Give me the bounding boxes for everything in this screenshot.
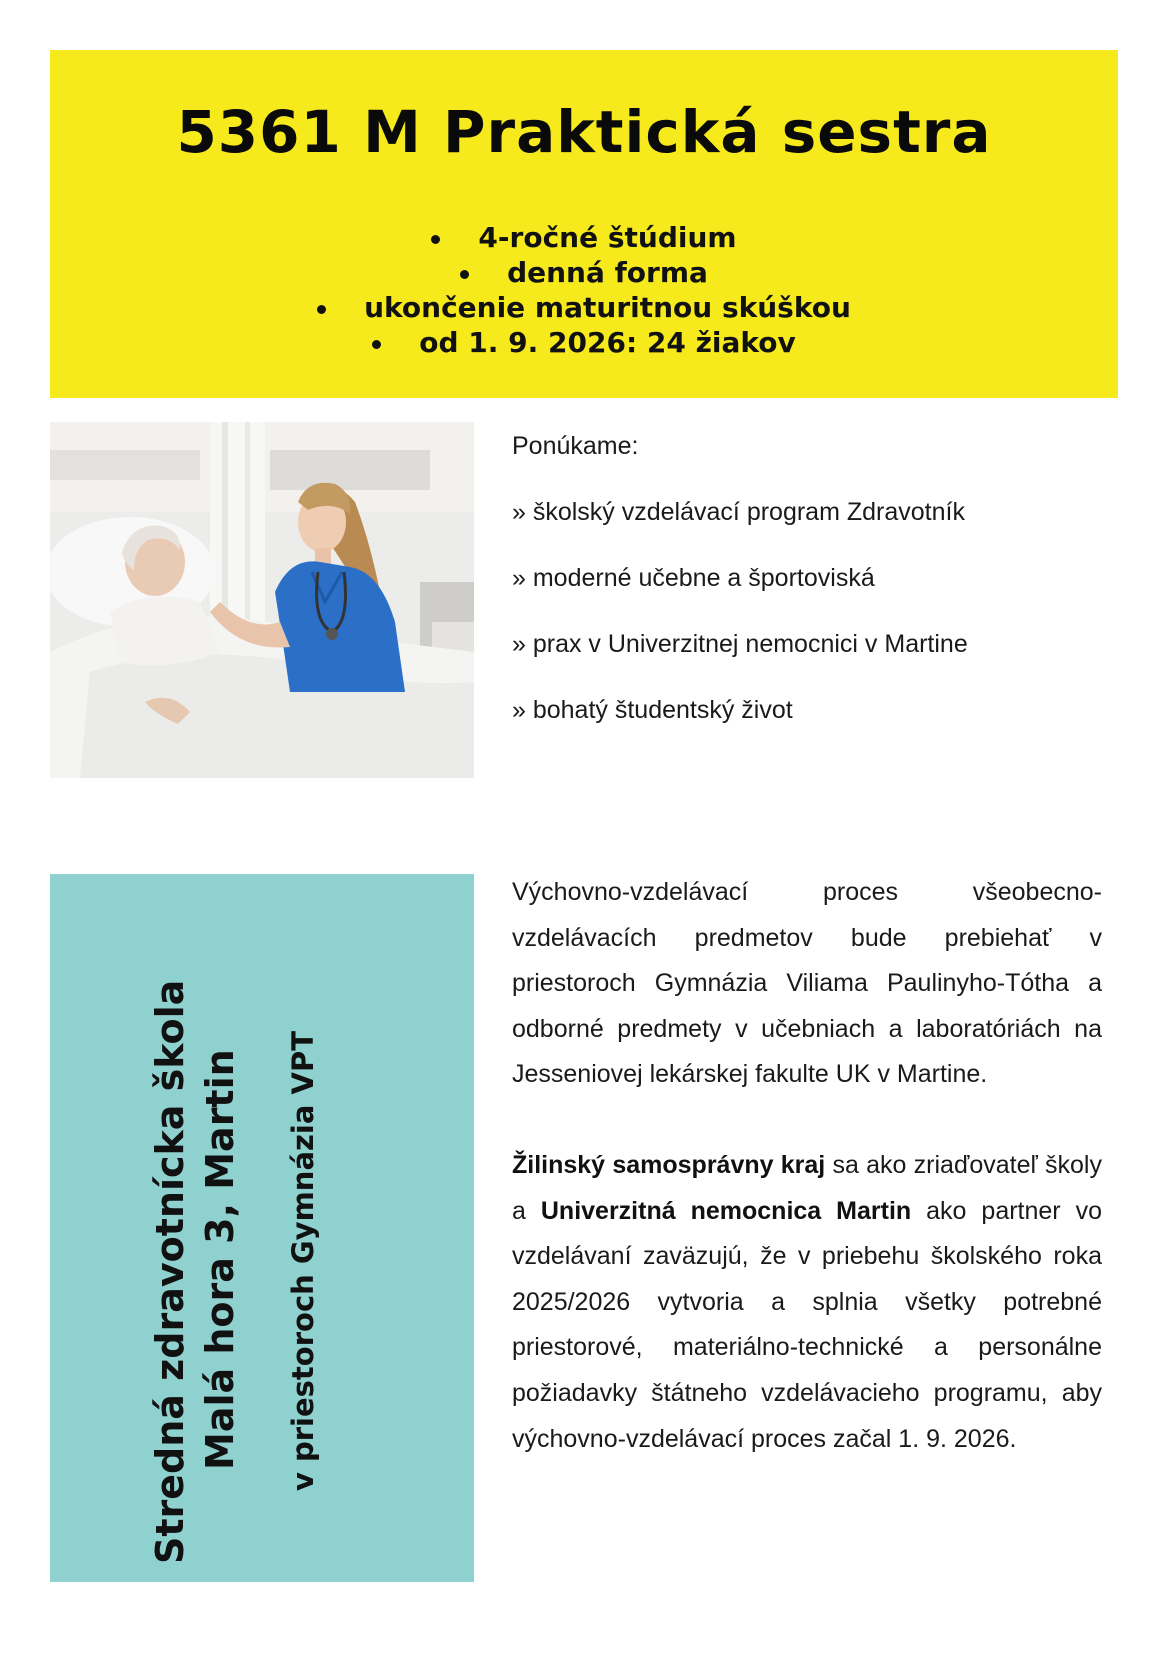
description-paragraph-1: Výchovno-vzdelávací proces všeobecno-vzdelávacích predmetov bude prebiehať v priestoroch Gymnázia Viliama Paulinyho-Tótha a odborné predmety v učebniach a laboratóriách na Jesseniovej lekárskej fakulte UK v Martine. [512,878,1102,1089]
offer-item: » školský vzdelávací program Zdravotník [512,498,965,526]
header-banner [50,50,1118,398]
offer-item: » moderné učebne a športoviská [512,564,875,592]
features-list [50,220,1118,360]
feature-item: 4-ročné štúdium [50,220,1118,255]
bullet-icon [317,305,326,314]
school-info-panel [50,874,474,1582]
offer-item: » bohatý študentský život [512,696,793,724]
partner-name: Univerzitná nemocnica Martin [540,1196,912,1225]
offer-section [512,424,1112,754]
photo-illustration [50,422,474,778]
school-name: Stredná zdravotnícka škola [148,979,192,1564]
school-address: Malá hora 3, Martin [198,1049,242,1470]
page-title: 5361 M Praktická sestra [176,98,992,166]
description-text [512,870,1102,1462]
bullet-icon [460,270,469,279]
school-location: v priestoroch Gymnázia VPT [286,1031,320,1491]
nurse-patient-photo [50,422,474,778]
feature-item: denná forma [50,255,1118,290]
feature-item: ukončenie maturitnou skúškou [50,290,1118,325]
feature-item: od 1. 9. 2026: 24 žiakov [50,325,1118,360]
bullet-icon [431,235,440,244]
offer-list [512,490,1112,732]
description-paragraph-2: Žilinský samosprávny kraj sa ako zriaďovateľ školy a Univerzitná nemocnica Martin ako partner vo vzdelávaní zaväzujú, že v priebehu školského roka 2025/2026 vytvoria a splnia všetky potrebné priestorové, materiálno-technické a personálne požiadavky štátneho vzdelávacieho programu, aby výchovno-vzdelávací proces začal 1. 9. 2026. [512,1150,1102,1453]
offer-item: » prax v Univerzitnej nemocnici v Martine [512,630,968,658]
founder-name: Žilinský samosprávny kraj [512,1150,826,1179]
bullet-icon [372,340,381,349]
offer-heading: Ponúkame: [512,432,639,460]
